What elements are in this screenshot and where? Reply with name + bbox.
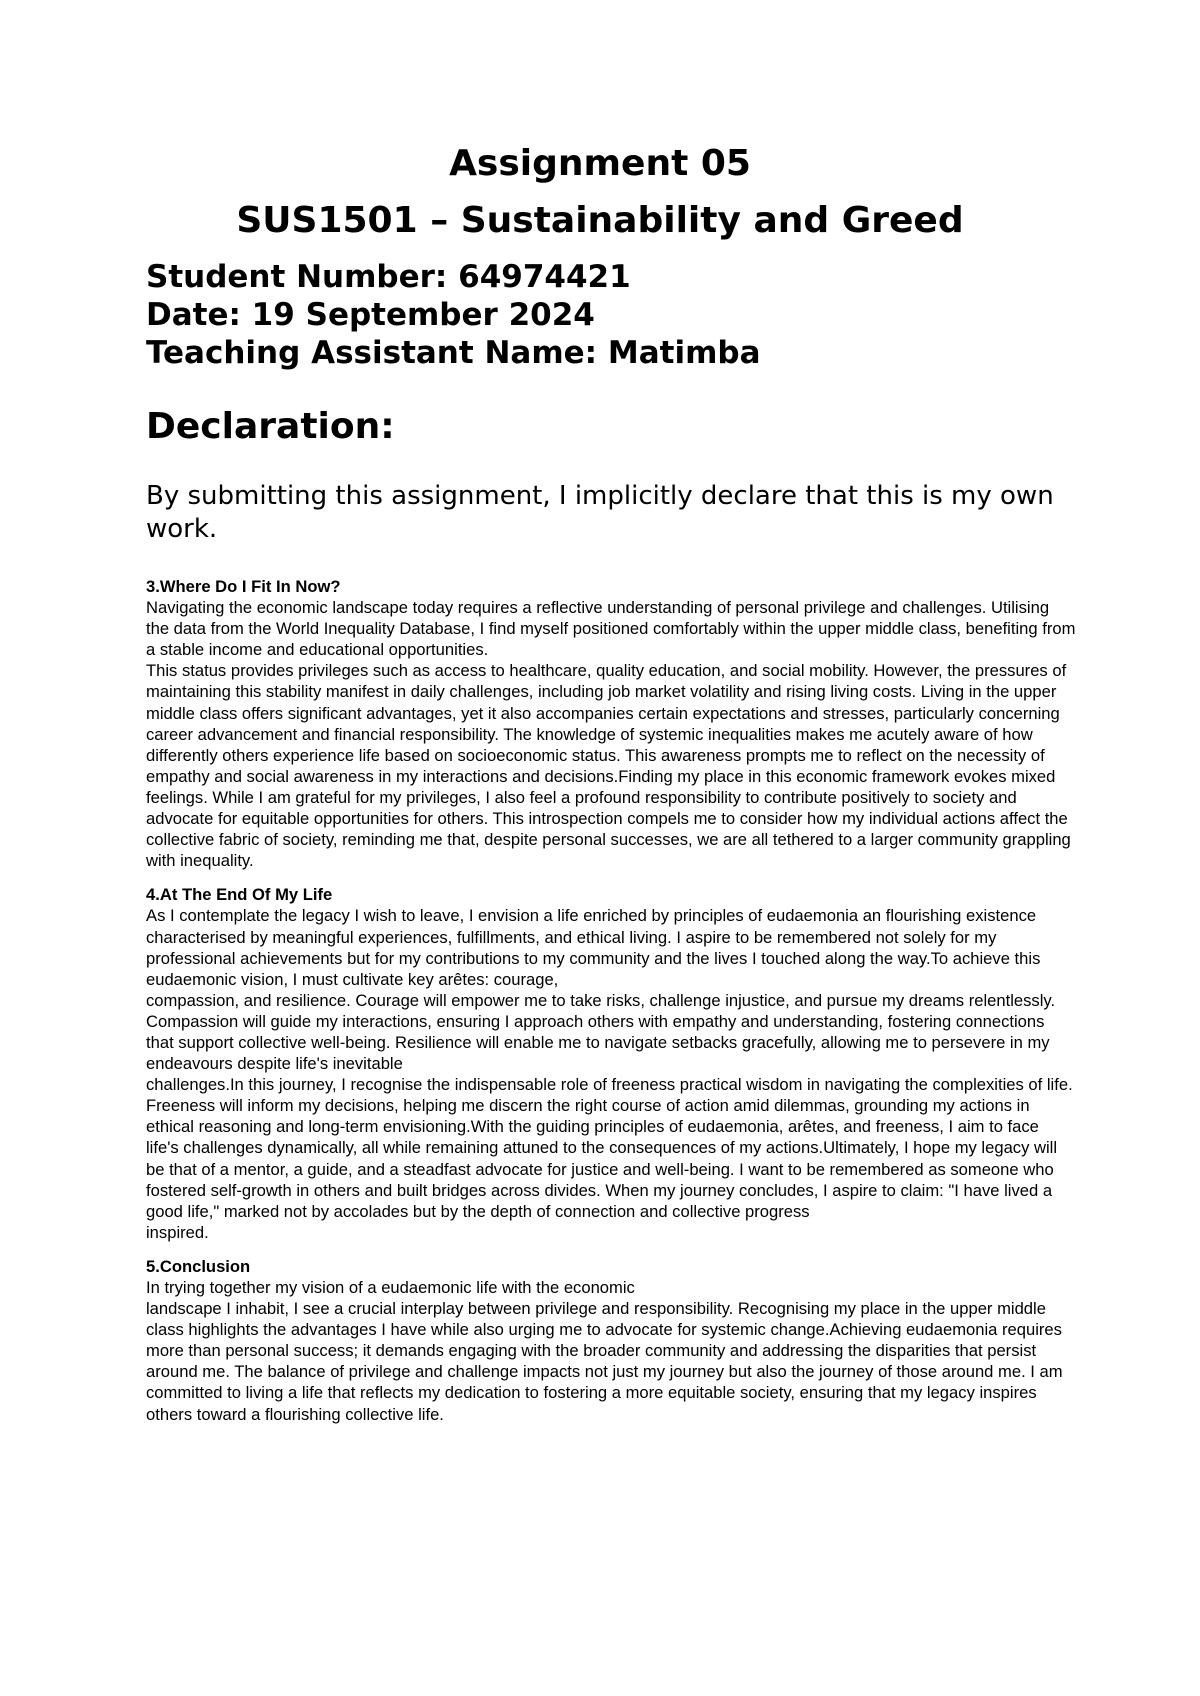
section-heading: 4.At The End Of My Life [146, 885, 333, 905]
document-subtitle: SUS1501 – Sustainability and Greed [236, 200, 964, 241]
submission-date: Date: 19 September 2024 [146, 297, 595, 333]
section-end-of-my-life [146, 884, 1076, 1243]
document-body [146, 576, 1076, 1425]
section-where-do-i-fit-in [146, 576, 1076, 871]
document-title: Assignment 05 [449, 143, 751, 184]
paragraph: As I contemplate the legacy I wish to leave, I envision a life enriched by principles of eudaemonia an flourishing existence characterised by meaningful experiences, fulfillments, and ethical living. I aspire to be remembered not solely for my professional achievements but for my contributions to my community and the lives I touched along the way.To achieve this eudaemonic vision, I must cultivate key arêtes: courage, [146, 906, 1041, 989]
paragraph: inspired. [146, 1222, 209, 1242]
paragraph: challenges.In this journey, I recognise the indispensable role of freeness practical wisdom in navigating the complexities of life. Freeness will inform my decisions, helping me discern the right course of action amid dilemmas, grounding my actions in ethical reasoning and long-term envisioning.With the guiding principles of eudaemonia, arêtes, and freeness, I aim to face life's challenges dynamically, all while remaining attuned to the consequences of my actions.Ultimately, I hope my legacy will be that of a mentor, a guide, and a steadfast advocate for justice and well-being. I want to be remembered as someone who fostered self-growth in others and built bridges across divides. When my journey concludes, I aspire to claim: "I have lived a good life," marked not by accolades but by the depth of connection and collective progress [146, 1075, 1073, 1221]
student-info [146, 258, 761, 372]
student-number: Student Number: 64974421 [146, 259, 631, 295]
paragraph: This status provides privileges such as access to healthcare, quality education, and social mobility. However, the pressures of maintaining this stability manifest in daily challenges, including job market volatility and rising living costs. Living in the upper middle class offers significant advantages, yet it also accompanies certain expectations and stresses, particularly concerning career advancement and financial responsibility. The knowledge of systemic inequalities makes me acutely aware of how differently others experience life based on socioeconomic status. This awareness prompts me to reflect on the necessity of empathy and social awareness in my interactions and decisions.Finding my place in this economic framework evokes mixed feelings. While I am grateful for my privileges, I also feel a profound responsibility to contribute positively to society and advocate for equitable opportunities for others. This introspection compels me to consider how my individual actions affect the collective fabric of society, reminding me that, despite personal successes, we are all tethered to a larger community grappling with inequality. [146, 661, 1071, 871]
teaching-assistant: Teaching Assistant Name: Matimba [146, 335, 761, 371]
paragraph: Navigating the economic landscape today requires a reflective understanding of personal privilege and challenges. Utilising the data from the World Inequality Database, I find myself positioned comfortably within the upper middle class, benefiting from a stable income and educational opportunities. [146, 598, 1076, 660]
section-conclusion [146, 1256, 1076, 1425]
declaration-heading: Declaration: [146, 406, 395, 447]
declaration-text: By submitting this assignment, I implicitly declare that this is my own work. [146, 481, 1054, 544]
paragraph: landscape I inhabit, I see a crucial interplay between privilege and responsibility. Recognising my place in the upper middle class highlights the advantages I have while also urging me to advocate for systemic change.Achieving eudaemonia requires more than personal success; it demands engaging with the broader community and addressing the disparities that persist around me. The balance of privilege and challenge impacts not just my journey but also the journey of those around me. I am committed to living a life that reflects my dedication to fostering a more equitable society, ensuring that my legacy inspires others toward a flourishing collective life. [146, 1299, 1063, 1424]
paragraph: In trying together my vision of a eudaemonic life with the economic [146, 1278, 635, 1297]
section-heading: 5.Conclusion [146, 1256, 251, 1276]
section-heading: 3.Where Do I Fit In Now? [146, 577, 341, 596]
paragraph: compassion, and resilience. Courage will empower me to take risks, challenge injustice, and pursue my dreams relentlessly. Compassion will guide my interactions, ensuring I approach others with empathy and understanding, fostering connections that support collective well-being. Resilience will enable me to navigate setbacks gracefully, allowing me to persevere in my endeavours despite life's inevitable [146, 990, 1056, 1074]
